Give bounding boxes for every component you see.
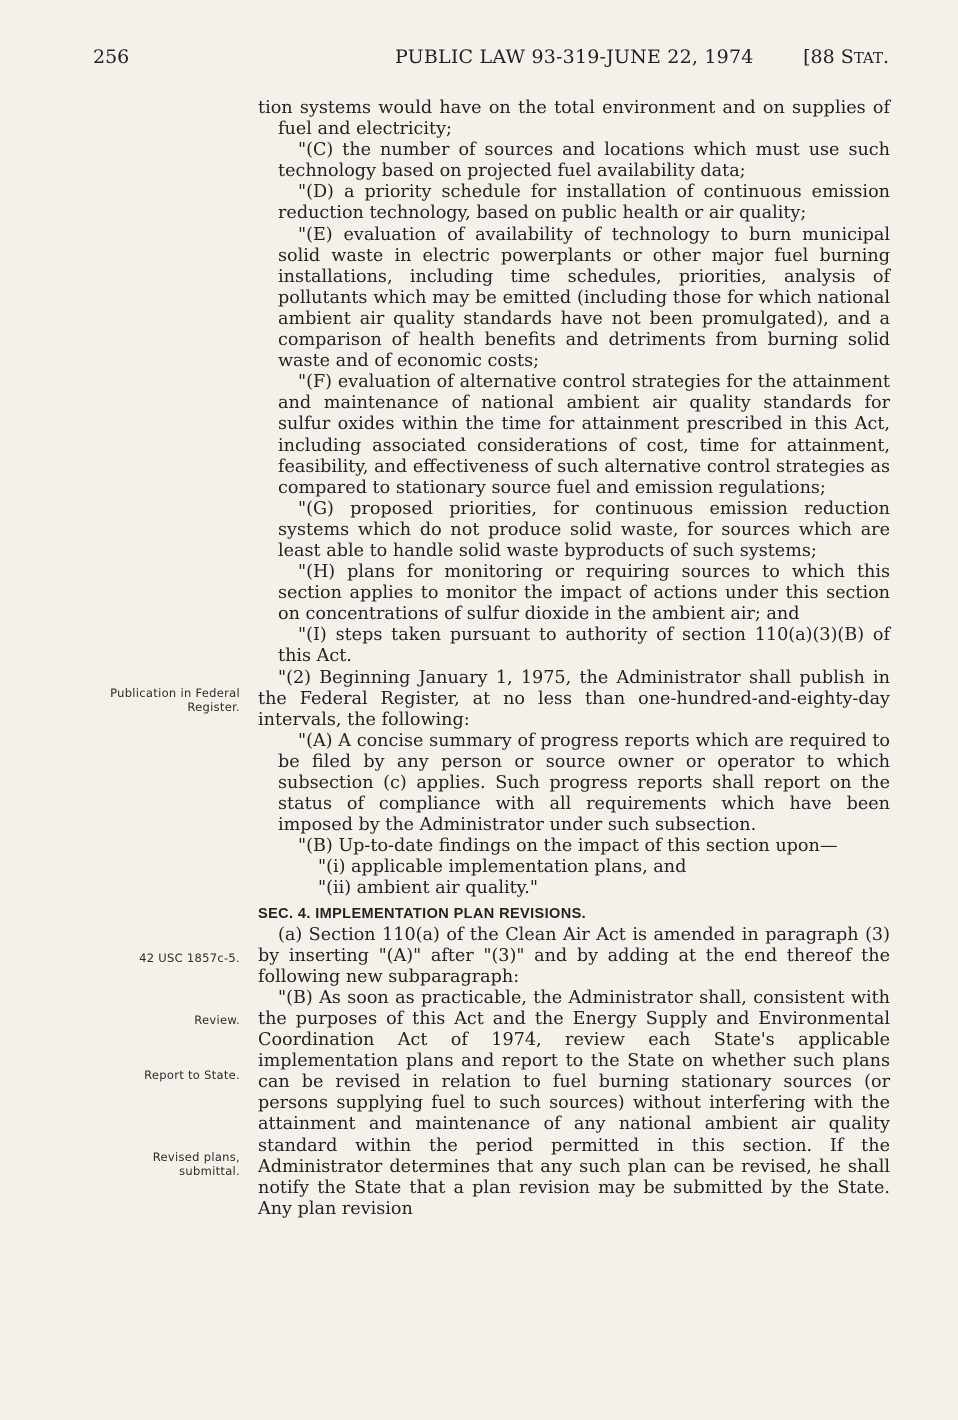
paragraph-continuation: tion systems would have on the total environment and on supplies of fuel and electricity; (258, 98, 890, 140)
margin-note-report: Report to State. (144, 1068, 240, 1082)
section-label: SEC. 4. (258, 905, 311, 922)
document-body (258, 98, 890, 1220)
paragraph-i: "(I) steps taken pursuant to authority of section 110(a)(3)(B) of this Act. (278, 625, 890, 667)
running-head: PUBLIC LAW 93-319-JUNE 22, 1974 (395, 46, 754, 68)
paragraph-e: "(E) evaluation of availability of technology to burn municipal solid waste in electric powerplants or other major fuel burning installations, including time schedules, priorities, analysis of pollutants which may be emitted (including those for which national ambient air quality standards have not been promulgated), and a comparison of health benefits and detriments from burning solid waste and of economic costs; (278, 224, 890, 372)
paragraph-2a: "(A) A concise summary of progress reports which are required to be filed by any person or source owner or operator to which subsection (c) applies. Such progress reports shall report on the status of compliance with all requirements which have been imposed by the Administrator under such subsection. (278, 730, 890, 836)
statute-reference: [88 STAT. (803, 46, 889, 68)
section-heading (258, 904, 890, 925)
paragraph-h: "(H) plans for monitoring or requiring sources to which this section applies to monitor the impact of actions under this section on concentrations of sulfur dioxide in the ambient air; and (278, 562, 890, 625)
paragraph-d: "(D) a priority schedule for installation of continuous emission reduction technology, based on public health or air quality; (278, 182, 890, 224)
paragraph-a: (a) Section 110(a) of the Clean Air Act is amended in paragraph (3) by inserting "(A)" after "(3)" and by adding at the end thereof the following new subparagraph: (258, 924, 890, 987)
page-header (93, 46, 889, 76)
section-title: IMPLEMENTATION PLAN REVISIONS. (315, 905, 587, 922)
margin-note-usc: 42 USC 1857c-5. (139, 951, 240, 965)
paragraph-2b: "(B) Up-to-date findings on the impact of this section upon— (298, 836, 838, 857)
paragraph-2: "(2) Beginning January 1, 1975, the Administrator shall publish in the Federal Register, at no less than one-hundred-and-eighty-day intervals, the following: (258, 667, 890, 730)
margin-note-publication: Publication in Federal Register. (110, 686, 240, 714)
paragraph-c: "(C) the number of sources and locations which must use such technology based on projected fuel availability data; (278, 140, 890, 182)
paragraph-g: "(G) proposed priorities, for continuous emission reduction systems which do not produce solid waste, for sources which are least able to handle solid waste byproducts of such systems; (278, 498, 890, 561)
margin-note-revised: Revised plans, submittal. (152, 1150, 240, 1178)
paragraph-2b-ii: "(ii) ambient air quality." (318, 878, 538, 899)
paragraph-2b-i: "(i) applicable implementation plans, and (318, 857, 687, 878)
margin-note-review: Review. (194, 1013, 240, 1027)
paragraph-new-b: "(B) As soon as practicable, the Administrator shall, consistent with the purposes of this Act and the Energy Supply and Environmental Coordination Act of 1974, review each State's applicable implementation plans and report to the State on whether such plans can be revised in relation to fuel burning stationary sources (or persons supplying fuel to such sources) without interfering with the attainment and maintenance of any national ambient air quality standard within the period permitted in this section. If the Administrator determines that any such plan can be revised, he shall notify the State that a plan revision may be submitted by the State. Any plan revision (258, 987, 890, 1219)
paragraph-f: "(F) evaluation of alternative control strategies for the attainment and maintenance of national ambient air quality standards for sulfur oxides within the time for attainment prescribed in this Act, including associated considerations of cost, time for attainment, feasibility, and effectiveness of such alternative control strategies as compared to stationary source fuel and emission regulations; (278, 372, 890, 498)
page-number: 256 (93, 46, 130, 68)
